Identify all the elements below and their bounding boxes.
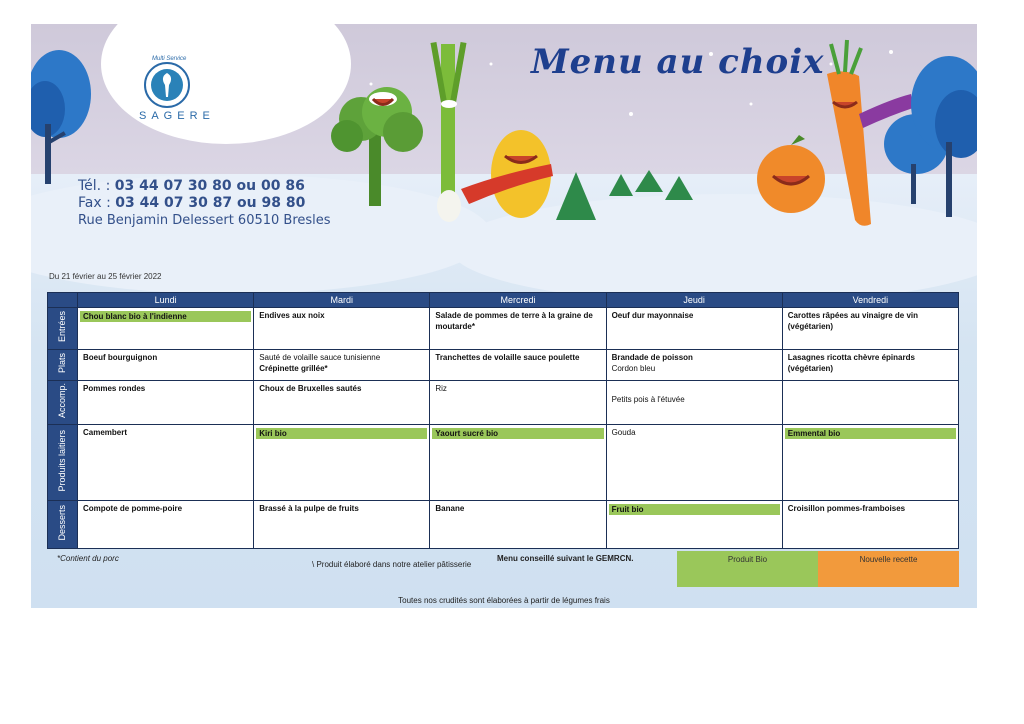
- contact-block: [78, 178, 331, 229]
- dish-name: Boeuf bourguignon: [83, 353, 158, 362]
- lemon-icon: [461, 130, 553, 218]
- leek-icon: [430, 42, 466, 222]
- dish-name: Banane: [435, 504, 465, 513]
- dish-name: Cordon bleu: [611, 364, 656, 373]
- dish-name: Fruit bio: [609, 504, 780, 515]
- dish-name: Kiri bio: [256, 428, 427, 439]
- row-label: [48, 350, 78, 381]
- menu-cell: [78, 381, 254, 425]
- menu-table: [47, 292, 959, 549]
- dish-name: Croisillon pommes-framboises: [787, 504, 906, 513]
- porc-note: *Contient du porc: [57, 554, 119, 563]
- day-header: Lundi: [78, 293, 254, 308]
- table-row: [48, 501, 959, 549]
- menu-cell: [782, 381, 958, 425]
- menu-cell: [78, 308, 254, 350]
- phone-label: Tél. :: [78, 178, 111, 194]
- logo-text-top: Multi Service: [152, 56, 187, 62]
- phone-line: [78, 178, 331, 195]
- table-row: [48, 381, 959, 425]
- dish-name: Riz: [435, 384, 447, 393]
- menu-cell: [254, 425, 430, 501]
- dish-name: Chou blanc bio à l'indienne: [80, 311, 251, 322]
- menu-cell: [254, 308, 430, 350]
- menu-cell: [430, 350, 606, 381]
- table-header-row: [48, 293, 959, 308]
- menu-cell: [430, 308, 606, 350]
- row-label-text: Entrées: [57, 311, 67, 343]
- menu-cell: [254, 381, 430, 425]
- menu-sheet: [31, 24, 977, 608]
- fir-trees-icon: [556, 170, 693, 220]
- dish-name: [788, 383, 953, 394]
- phone-value: 03 44 07 30 80 ou 00 86: [114, 178, 305, 194]
- orange-icon: [757, 135, 825, 213]
- dish-name: Compote de pomme-poire: [83, 504, 183, 513]
- menu-cell: [78, 350, 254, 381]
- dish-name: Yaourt sucré bio: [432, 428, 603, 439]
- menu-cell: [430, 501, 606, 549]
- row-label-text: Desserts: [57, 505, 67, 541]
- menu-cell: [78, 501, 254, 549]
- logo-text-bottom: SAGERE: [139, 110, 215, 122]
- page-title: Menu au choix: [531, 42, 825, 82]
- menu-cell: [254, 501, 430, 549]
- table-footer: [47, 551, 959, 587]
- dish-name: Salade de pommes de terre à la graine de moutarde*: [435, 311, 593, 331]
- menu-period: Du 21 février au 25 février 2022: [49, 272, 162, 281]
- table-row: [48, 308, 959, 350]
- dish-name: Camembert: [83, 428, 128, 437]
- blue-trees-right-icon: [884, 56, 977, 217]
- address: Rue Benjamin Delessert 60510 Bresles: [78, 213, 331, 228]
- dish-name: Endives aux noix: [259, 311, 325, 320]
- day-header: Vendredi: [782, 293, 958, 308]
- legend-new-recipe: Nouvelle recette: [818, 551, 959, 587]
- day-header: Mercredi: [430, 293, 606, 308]
- menu-cell: [606, 350, 782, 381]
- dish-name: Emmental bio: [785, 428, 956, 439]
- row-label: [48, 308, 78, 350]
- dish-name: Oeuf dur mayonnaise: [611, 311, 694, 320]
- table-row: [48, 425, 959, 501]
- menu-cell: [430, 425, 606, 501]
- table-row: [48, 350, 959, 381]
- menu-cell: [606, 501, 782, 549]
- crudites-note: Toutes nos crudités sont élaborées à partir de légumes frais: [398, 596, 610, 605]
- row-label-text: Accomp.: [57, 383, 67, 419]
- dish-name: Gouda: [611, 428, 636, 437]
- header-corner: [48, 293, 78, 308]
- dish-name: Crépinette grillée*: [259, 364, 328, 373]
- fax-value: 03 44 07 30 87 ou 98 80: [115, 195, 306, 211]
- blue-tree-icon: [31, 50, 91, 184]
- menu-cell: [606, 381, 782, 425]
- row-label-text: Produits laitiers: [57, 430, 67, 492]
- fax-line: [78, 195, 331, 212]
- menu-cell: [430, 381, 606, 425]
- menu-cell: [782, 501, 958, 549]
- dish-name: Brassé à la pulpe de fruits: [259, 504, 359, 513]
- atelier-note: \ Produit élaboré dans notre atelier pâtisserie: [312, 560, 472, 569]
- menu-cell: [78, 425, 254, 501]
- row-label: [48, 425, 78, 501]
- menu-cell: [782, 350, 958, 381]
- dish-name: Sauté de volaille sauce tunisienne: [259, 353, 381, 362]
- dish-name: Lasagnes ricotta chèvre épinards (végétarien): [787, 353, 915, 373]
- legend-bio: Produit Bio: [677, 551, 818, 587]
- broccoli-icon: [331, 87, 423, 206]
- menu-cell: [782, 425, 958, 501]
- day-header: Mardi: [254, 293, 430, 308]
- dish-name: Pommes rondes: [83, 384, 146, 393]
- row-label: [48, 381, 78, 425]
- menu-cell: [606, 425, 782, 501]
- dish-name: Tranchettes de volaille sauce poulette: [435, 353, 580, 362]
- day-header: Jeudi: [606, 293, 782, 308]
- dish-name: Petits pois à l'étuvée: [611, 395, 685, 404]
- dish-name: Carottes râpées au vinaigre de vin (végétarien): [787, 311, 919, 331]
- row-label: [48, 501, 78, 549]
- menu-cell: [606, 308, 782, 350]
- dish-name: [612, 383, 777, 394]
- dish-name: Brandade de poisson: [611, 353, 693, 362]
- gemrcn-note: Menu conseillé suivant le GEMRCN.: [497, 554, 634, 563]
- row-label-text: Plats: [57, 353, 67, 374]
- fax-label: Fax :: [78, 195, 111, 211]
- dish-name: Choux de Bruxelles sautés: [259, 384, 362, 393]
- menu-cell: [782, 308, 958, 350]
- menu-cell: [254, 350, 430, 381]
